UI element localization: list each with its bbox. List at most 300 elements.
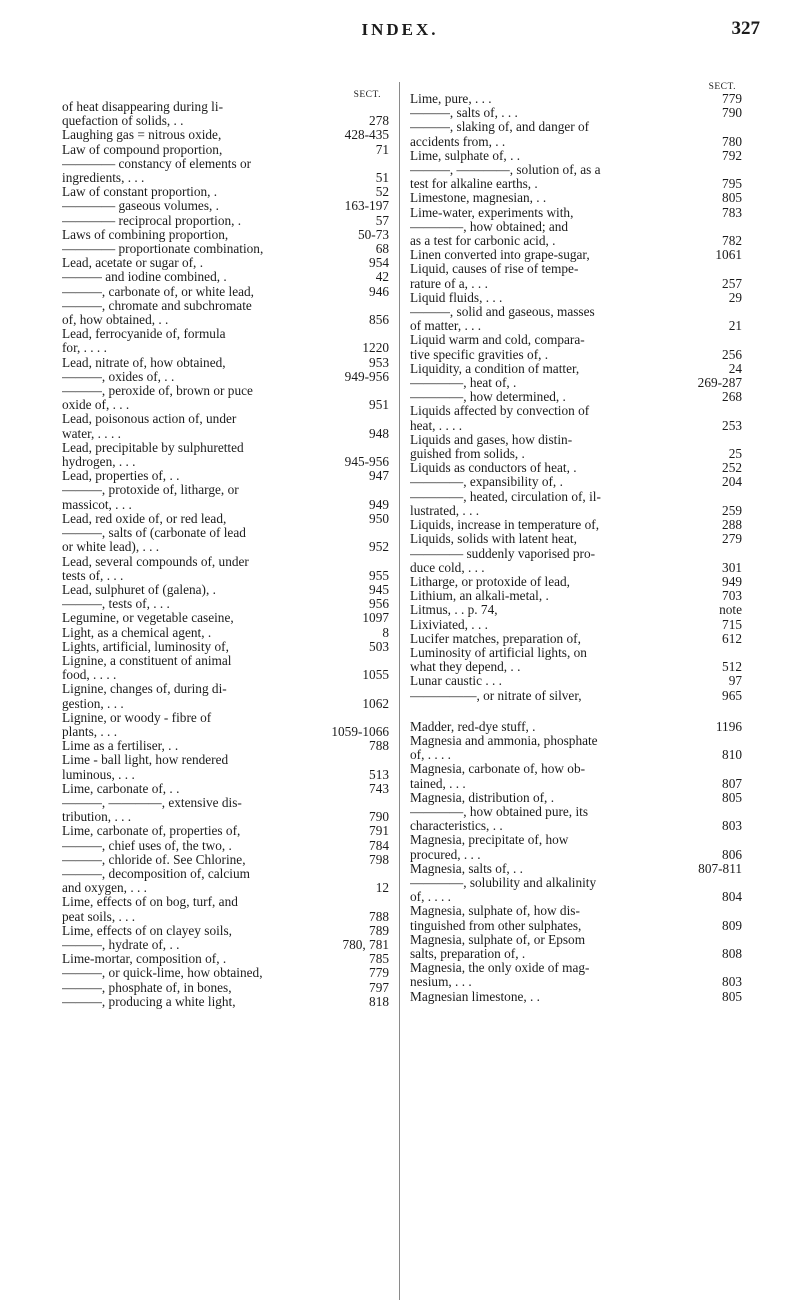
index-section-ref: 945 xyxy=(369,581,389,597)
index-line xyxy=(410,376,742,390)
index-section-ref: 785 xyxy=(369,951,389,967)
index-section-ref: 779 xyxy=(722,91,742,106)
index-entry-text: tinguished from other sulphates, xyxy=(410,918,582,933)
index-entry-text: lustrated, . . . xyxy=(410,503,480,518)
index-section-ref: 25 xyxy=(728,446,742,462)
index-section-ref: 29 xyxy=(728,289,742,305)
index-line xyxy=(410,163,742,177)
index-entry-text: Magnesia and ammonia, phosphate xyxy=(410,733,598,748)
index-entry-text: ———, solid and gaseous, masses xyxy=(410,305,595,320)
index-line xyxy=(410,689,742,703)
index-entry-text: Lead, precipitable by sulphuretted xyxy=(62,440,244,455)
index-line xyxy=(410,848,742,862)
index-section-ref: 790 xyxy=(369,809,389,825)
index-section-ref: 805 xyxy=(722,190,742,206)
index-line xyxy=(62,981,389,995)
index-entry-text: tained, . . . xyxy=(410,776,466,791)
index-entry-text: Lead, poisonous action of, under xyxy=(62,412,237,427)
index-section-ref: 792 xyxy=(722,147,742,163)
index-entry-text: oxide of, . . . xyxy=(62,398,130,413)
index-column-right xyxy=(410,82,742,1004)
index-line xyxy=(410,791,742,805)
index-line xyxy=(410,120,742,134)
index-entry-text: Magnesia, precipitate of, how xyxy=(410,833,569,848)
index-line xyxy=(62,711,389,725)
index-section-ref: 946 xyxy=(369,283,389,299)
index-line xyxy=(410,674,742,688)
index-line xyxy=(62,796,389,810)
index-line xyxy=(62,285,389,299)
index-line xyxy=(62,540,389,554)
index-entry-text: Lead, acetate or sugar of, . xyxy=(62,256,204,271)
index-section-ref: 71 xyxy=(375,141,389,157)
index-section-ref: 955 xyxy=(369,567,389,583)
index-entry-text: nesium, . . . xyxy=(410,975,472,990)
index-entry-text: ———, ————, extensive dis- xyxy=(62,795,242,810)
index-entry-text: ———, carbonate of, or white lead, xyxy=(62,284,254,299)
index-line xyxy=(410,589,742,603)
index-section-ref: 512 xyxy=(722,659,742,675)
index-line xyxy=(62,611,389,625)
index-section-ref: 954 xyxy=(369,255,389,271)
index-line xyxy=(410,220,742,234)
index-entry-text: test for alkaline earths, . xyxy=(410,177,538,192)
index-line xyxy=(410,734,742,748)
index-entry-text: of, . . . . xyxy=(410,748,451,763)
index-section-ref: 790 xyxy=(722,105,742,121)
index-entry-text: tive specific gravities of, . xyxy=(410,347,549,362)
index-section-ref: 278 xyxy=(369,113,389,129)
index-section-ref: 788 xyxy=(369,738,389,754)
index-entry-text: duce cold, . . . xyxy=(410,560,485,575)
index-line xyxy=(62,895,389,909)
index-entry-text: tribution, . . . xyxy=(62,810,132,825)
index-section-ref: 259 xyxy=(722,502,742,518)
index-line xyxy=(62,157,389,171)
index-line xyxy=(62,853,389,867)
index-entry-text: ———— proportionate combination, xyxy=(62,242,264,257)
index-entry-text: of matter, . . . xyxy=(410,319,482,334)
index-line xyxy=(62,256,389,270)
index-line xyxy=(410,720,742,734)
index-entry-text: ———, chromate and subchromate xyxy=(62,298,252,313)
index-entry-text: Lime as a fertiliser, . . xyxy=(62,739,179,754)
index-entry-text: ———, hydrate of, . . xyxy=(62,937,180,952)
index-line xyxy=(410,819,742,833)
index-section-ref: note xyxy=(719,602,742,618)
index-section-ref: 948 xyxy=(369,425,389,441)
index-entry-text: ————, how obtained pure, its xyxy=(410,804,589,819)
index-line xyxy=(410,762,742,776)
index-section-ref: 788 xyxy=(369,908,389,924)
index-entry-text: Luminosity of artificial lights, on xyxy=(410,645,587,660)
index-line xyxy=(410,404,742,418)
index-line xyxy=(62,910,389,924)
index-line xyxy=(62,512,389,526)
index-line xyxy=(410,833,742,847)
index-line xyxy=(410,191,742,205)
index-line xyxy=(62,370,389,384)
index-entry-text: hydrogen, . . . xyxy=(62,455,136,470)
index-entry-text: food, . . . . xyxy=(62,668,117,683)
index-line xyxy=(62,952,389,966)
index-entry-text: ———, ————, solution of, as a xyxy=(410,163,601,178)
index-entry-text: Laws of combining proportion, xyxy=(62,227,229,242)
index-section-ref: 949 xyxy=(369,496,389,512)
index-section-ref: 807-811 xyxy=(698,860,742,876)
index-entry-text: Lime, effects of on clayey soils, xyxy=(62,923,232,938)
index-entry-text: Lead, red oxide of, or red lead, xyxy=(62,511,227,526)
index-entry-text: as a test for carbonic acid, . xyxy=(410,234,556,249)
index-entry-text: Law of constant proportion, . xyxy=(62,185,218,200)
index-entry-text: Lime, sulphate of, . . xyxy=(410,148,521,163)
index-line xyxy=(410,504,742,518)
index-entry-text: procured, . . . xyxy=(410,847,481,862)
index-section-ref: 204 xyxy=(722,474,742,490)
index-line xyxy=(62,881,389,895)
column-divider xyxy=(399,82,400,1300)
index-entry-text: Magnesia, sulphate of, how dis- xyxy=(410,904,580,919)
index-group-gap xyxy=(410,703,742,720)
index-entry-text: rature of a, . . . xyxy=(410,276,488,291)
index-entry-text: ———, chloride of. See Chlorine, xyxy=(62,852,246,867)
index-line xyxy=(410,461,742,475)
index-section-ref: 797 xyxy=(369,979,389,995)
page-number: 327 xyxy=(731,18,760,39)
index-entry-text: Lead, properties of, . . xyxy=(62,469,180,484)
index-entry-text: Lead, ferrocyanide of, formula xyxy=(62,327,226,342)
index-entry-text: ————, heated, circulation of, il- xyxy=(410,489,601,504)
index-entry-text: for, . . . . xyxy=(62,341,107,356)
index-line xyxy=(62,455,389,469)
index-line xyxy=(62,753,389,767)
index-entry-text: quefaction of solids, . . xyxy=(62,114,184,129)
index-section-ref: 288 xyxy=(722,517,742,533)
index-entry-text: ———, oxides of, . . xyxy=(62,369,175,384)
index-entry-text: Lime, carbonate of, properties of, xyxy=(62,824,241,839)
index-entry-text: Lunar caustic . . . xyxy=(410,674,502,689)
index-section-ref: 784 xyxy=(369,837,389,853)
index-line xyxy=(410,660,742,674)
index-line xyxy=(410,92,742,106)
index-line xyxy=(410,135,742,149)
index-section-ref: 12 xyxy=(375,880,389,896)
index-entry-text: ———, chief uses of, the two, . xyxy=(62,838,232,853)
index-line xyxy=(62,185,389,199)
index-entry-text: Light, as a chemical agent, . xyxy=(62,625,212,640)
index-line xyxy=(410,262,742,276)
index-entry-text: ———— constancy of elements or xyxy=(62,156,252,171)
index-line xyxy=(410,433,742,447)
index-entry-text: ———, protoxide of, litharge, or xyxy=(62,483,239,498)
index-entry-text: ———, decomposition of, calcium xyxy=(62,866,250,881)
index-entry-text: Lignine, changes of, during di- xyxy=(62,682,227,697)
index-entry-text: ———, peroxide of, brown or puce xyxy=(62,384,253,399)
index-line xyxy=(62,498,389,512)
index-entry-text: accidents from, . . xyxy=(410,134,506,149)
index-line xyxy=(410,919,742,933)
index-entry-text: ———, salts of (carbonate of lead xyxy=(62,526,246,541)
index-section-ref: 965 xyxy=(722,687,742,703)
index-line xyxy=(62,412,389,426)
index-entry-text: Magnesia, distribution of, . xyxy=(410,790,555,805)
index-line xyxy=(410,575,742,589)
index-section-ref: 703 xyxy=(722,588,742,604)
index-line xyxy=(62,682,389,696)
index-section-ref: 782 xyxy=(722,233,742,249)
index-entry-text: Lignine, or woody - fibre of xyxy=(62,710,212,725)
index-section-ref: 951 xyxy=(369,397,389,413)
index-entry-text: Litharge, or protoxide of lead, xyxy=(410,574,571,589)
index-line xyxy=(410,603,742,617)
index-entry-text: ———— reciprocal proportion, . xyxy=(62,213,242,228)
index-line xyxy=(410,206,742,220)
index-line xyxy=(62,128,389,142)
index-entry-text: ————, how determined, . xyxy=(410,390,566,405)
index-line xyxy=(410,632,742,646)
index-entry-text: ———, producing a white light, xyxy=(62,994,236,1009)
index-entry-text: Madder, red-dye stuff, . xyxy=(410,719,536,734)
index-entry-text: Magnesia, sulphate of, or Epsom xyxy=(410,932,586,947)
index-section-ref: 945-956 xyxy=(344,454,389,470)
index-section-ref: 804 xyxy=(722,889,742,905)
index-section-ref: 818 xyxy=(369,993,389,1009)
index-line xyxy=(62,483,389,497)
index-section-ref: 949 xyxy=(722,573,742,589)
index-line xyxy=(410,532,742,546)
index-line xyxy=(62,924,389,938)
index-entry-text: Liquids and gases, how distin- xyxy=(410,432,573,447)
index-section-ref: 21 xyxy=(728,318,742,334)
index-entry-text: Lignine, a constituent of animal xyxy=(62,653,232,668)
index-section-ref: 783 xyxy=(722,204,742,220)
index-line xyxy=(62,938,389,952)
index-line xyxy=(62,327,389,341)
index-section-ref: 795 xyxy=(722,176,742,192)
index-section-ref: 52 xyxy=(375,184,389,200)
index-entry-text: ———, slaking of, and danger of xyxy=(410,120,590,135)
index-section-ref: 798 xyxy=(369,851,389,867)
index-section-ref: 269-287 xyxy=(697,375,742,391)
index-line xyxy=(62,313,389,327)
index-line xyxy=(410,933,742,947)
index-line xyxy=(62,341,389,355)
index-line xyxy=(410,106,742,120)
index-line xyxy=(62,597,389,611)
index-line xyxy=(410,975,742,989)
index-line xyxy=(62,100,389,114)
index-line xyxy=(410,561,742,575)
index-section-ref: 803 xyxy=(722,818,742,834)
index-line xyxy=(62,966,389,980)
index-line xyxy=(410,947,742,961)
index-entry-text: water, . . . . xyxy=(62,426,121,441)
index-line xyxy=(62,384,389,398)
index-entry-text: ———, or quick-lime, how obtained, xyxy=(62,966,263,981)
index-entry-text: luminous, . . . xyxy=(62,767,135,782)
index-entry-text: ———, salts of, . . . xyxy=(410,106,518,121)
index-entry-text: Lime, carbonate of, . . xyxy=(62,781,180,796)
index-entry-text: Magnesian limestone, . . xyxy=(410,989,540,1004)
index-section-ref: 8 xyxy=(382,624,389,640)
index-line xyxy=(410,305,742,319)
index-line xyxy=(62,583,389,597)
index-line xyxy=(410,277,742,291)
index-section-ref: 1097 xyxy=(362,610,389,626)
index-entry-text: Liquid, causes of rise of tempe- xyxy=(410,262,579,277)
index-entry-text: ingredients, . . . xyxy=(62,171,145,186)
index-section-ref: 810 xyxy=(722,747,742,763)
section-column-label: SECT. xyxy=(708,82,736,92)
index-entry-text: and oxygen, . . . xyxy=(62,881,147,896)
index-section-ref: 301 xyxy=(722,559,742,575)
index-line xyxy=(410,748,742,762)
index-line xyxy=(410,518,742,532)
index-entry-text: Liquids affected by convection of xyxy=(410,404,590,419)
index-section-ref: 808 xyxy=(722,945,742,961)
index-section-ref: 950 xyxy=(369,510,389,526)
index-entry-text: tests of, . . . xyxy=(62,568,124,583)
index-section-ref: 807 xyxy=(722,775,742,791)
index-line xyxy=(62,725,389,739)
index-entry-text: guished from solids, . xyxy=(410,447,525,462)
index-line xyxy=(62,270,389,284)
index-entry-text: Lime-water, experiments with, xyxy=(410,205,574,220)
index-section-ref: 809 xyxy=(722,917,742,933)
index-entry-text: Lime-mortar, composition of, . xyxy=(62,952,227,967)
index-line xyxy=(62,995,389,1009)
index-section-ref: 50-73 xyxy=(357,226,389,242)
index-section-ref: 780 xyxy=(722,133,742,149)
index-section-ref: 428-435 xyxy=(344,127,389,143)
index-line xyxy=(62,867,389,881)
index-entry-text: gestion, . . . xyxy=(62,696,124,711)
index-section-ref: 1059-1066 xyxy=(331,723,389,739)
index-entry-text: ———, tests of, . . . xyxy=(62,597,170,612)
index-entry-text: ————, expansibility of, . xyxy=(410,475,563,490)
index-line xyxy=(62,640,389,654)
index-entry-text: Lead, nitrate of, how obtained, xyxy=(62,355,226,370)
index-section-ref: 791 xyxy=(369,823,389,839)
index-section-ref: 51 xyxy=(375,170,389,186)
index-entry-text: Liquids, increase in temperature of, xyxy=(410,518,600,533)
index-line xyxy=(62,171,389,185)
index-section-ref: 257 xyxy=(722,275,742,291)
index-entry-text: plants, . . . xyxy=(62,724,118,739)
index-section-ref: 24 xyxy=(728,360,742,376)
index-line xyxy=(62,356,389,370)
index-entry-text: ———— gaseous volumes, . xyxy=(62,199,219,214)
index-line xyxy=(410,447,742,461)
index-entry-text: Limestone, magnesian, . . xyxy=(410,191,547,206)
index-line xyxy=(410,904,742,918)
index-entry-text: Lead, several compounds of, under xyxy=(62,554,249,569)
index-section-ref: 57 xyxy=(375,212,389,228)
index-entry-text: or white lead), . . . xyxy=(62,540,160,555)
index-entry-text: Liquids as conductors of heat, . xyxy=(410,461,577,476)
index-section-ref: 252 xyxy=(722,460,742,476)
index-section-ref: 97 xyxy=(728,673,742,689)
index-line xyxy=(62,242,389,256)
index-section-ref: 715 xyxy=(722,616,742,632)
index-entry-text: ————, how obtained; and xyxy=(410,219,569,234)
index-entry-text: salts, preparation of, . xyxy=(410,946,526,961)
index-entry-text: ————, solubility and alkalinity xyxy=(410,875,597,890)
index-entry-text: massicot, . . . xyxy=(62,497,132,512)
index-column-left xyxy=(62,90,389,1009)
index-section-ref: 513 xyxy=(369,766,389,782)
running-header-title: INDEX. xyxy=(361,20,439,39)
index-entry-text: Magnesia, the only oxide of mag- xyxy=(410,961,590,976)
index-line xyxy=(410,333,742,347)
index-section-ref: 1055 xyxy=(362,667,389,683)
index-entry-text: what they depend, . . xyxy=(410,660,521,675)
index-line xyxy=(62,114,389,128)
index-section-ref: 780, 781 xyxy=(342,936,389,952)
index-line xyxy=(62,199,389,213)
index-line xyxy=(410,805,742,819)
index-line xyxy=(62,697,389,711)
index-section-ref: 806 xyxy=(722,846,742,862)
index-entry-text: Lights, artificial, luminosity of, xyxy=(62,639,229,654)
index-entry-text: Magnesia, salts of, . . xyxy=(410,861,524,876)
index-section-ref: 268 xyxy=(722,389,742,405)
index-entry-text: Magnesia, carbonate of, how ob- xyxy=(410,762,586,777)
index-line xyxy=(410,149,742,163)
index-line xyxy=(62,739,389,753)
index-entry-text: Legumine, or vegetable caseine, xyxy=(62,611,234,626)
index-line xyxy=(62,526,389,540)
index-section-ref: 953 xyxy=(369,354,389,370)
index-entry-text: Liquids, solids with latent heat, xyxy=(410,532,577,547)
index-line xyxy=(410,961,742,975)
index-line xyxy=(62,427,389,441)
index-line xyxy=(410,646,742,660)
index-line xyxy=(62,569,389,583)
index-line xyxy=(62,299,389,313)
index-entry-text: Law of compound proportion, xyxy=(62,142,223,157)
index-line xyxy=(62,782,389,796)
index-entry-text: Lime, pure, . . . xyxy=(410,92,492,106)
index-line xyxy=(410,475,742,489)
index-line xyxy=(410,990,742,1004)
index-entry-text: Lime - ball light, how rendered xyxy=(62,753,229,768)
index-line xyxy=(62,214,389,228)
index-line xyxy=(410,777,742,791)
index-line xyxy=(62,555,389,569)
index-line xyxy=(410,348,742,362)
index-section-ref: 253 xyxy=(722,417,742,433)
index-section-ref: 163-197 xyxy=(344,198,389,214)
index-line xyxy=(410,419,742,433)
index-entry-text: —————, or nitrate of silver, xyxy=(410,688,582,703)
index-entry-text: of, how obtained, . . xyxy=(62,313,169,328)
index-line xyxy=(410,234,742,248)
index-entry-text: ———— suddenly vaporised pro- xyxy=(410,546,596,561)
index-entry-text: ———, phosphate of, in bones, xyxy=(62,980,232,995)
index-section-ref: 789 xyxy=(369,922,389,938)
index-section-ref: 949-956 xyxy=(344,368,389,384)
index-section-ref: 503 xyxy=(369,638,389,654)
index-section-ref: 68 xyxy=(375,241,389,257)
index-section-ref: 1062 xyxy=(362,695,389,711)
index-line xyxy=(62,824,389,838)
index-section-ref: 256 xyxy=(722,346,742,362)
index-line xyxy=(410,177,742,191)
index-line xyxy=(410,291,742,305)
index-section-ref: 612 xyxy=(722,630,742,646)
index-line xyxy=(410,876,742,890)
